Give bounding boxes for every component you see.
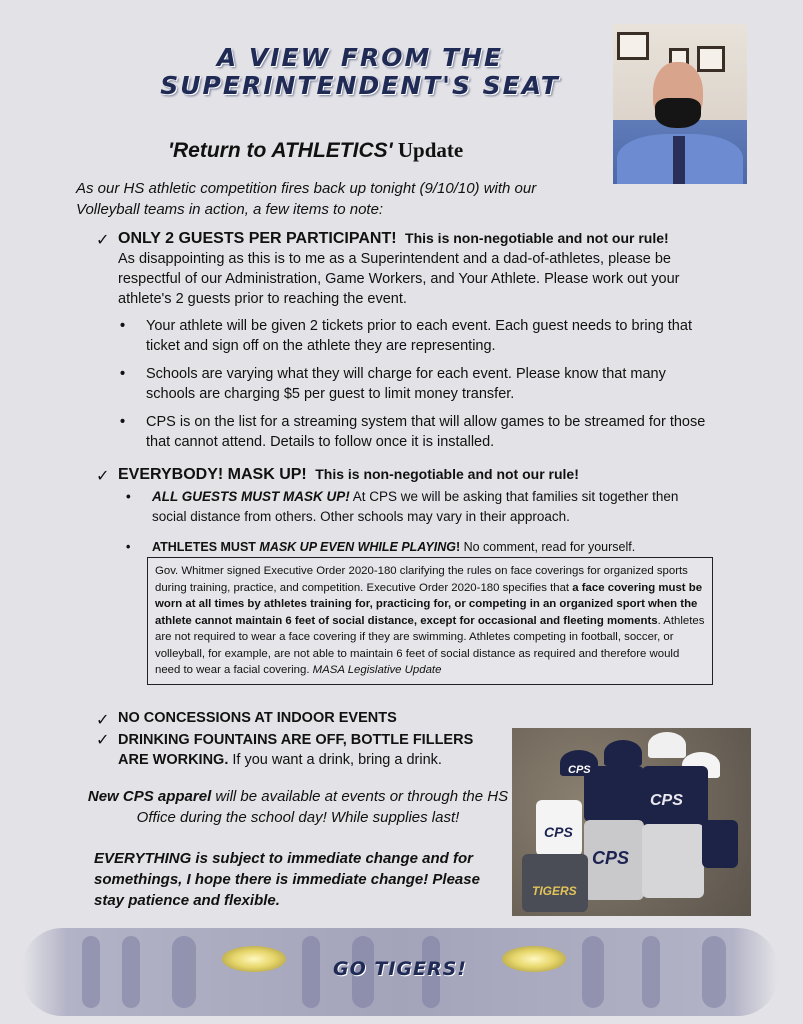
cap-shape xyxy=(648,732,686,758)
section-2-heading xyxy=(118,466,579,484)
apparel-label: CPS xyxy=(650,792,683,809)
update-heading-italic: 'Return to ATHLETICS' xyxy=(168,139,393,162)
fountains-bold: DRINKING FOUNTAINS ARE OFF, BOTTLE FILLERS ARE WORKING. xyxy=(118,732,474,768)
list-item xyxy=(120,537,700,557)
athletes-mask-bold-1: ATHLETES MUST xyxy=(152,540,260,554)
face-mask-shape xyxy=(655,98,701,128)
apparel-note-text: will be available at events or through the HS Office during the school day! While supplies last! xyxy=(136,788,509,826)
eo-bold-text: a face covering must be worn at all times by athletes training for, practicing for, or competing in an organized sport when the athlete cannot maintain 6 feet of social distance, except for occasional and fleeting moments xyxy=(155,581,703,627)
shirt-shape xyxy=(702,820,738,868)
wall-frame xyxy=(697,46,725,72)
intro-paragraph: As our HS athletic competition fires back up tonight (9/10/10) with our Volleyball teams in action, a few items to note: xyxy=(76,180,537,218)
update-heading xyxy=(168,138,463,163)
apparel-note xyxy=(78,786,518,828)
change-warning: EVERYTHING is subject to immediate change and for somethings, I hope there is immediate change! Please stay patience and flexible. xyxy=(94,850,480,909)
fountains-text: If you want a drink, bring a drink. xyxy=(228,752,442,768)
section-1-note: This is non-negotiable and not our rule! xyxy=(405,230,669,246)
athletes-mask-bold-3: ! xyxy=(455,540,461,554)
shirt-shape xyxy=(522,854,588,912)
guests-mask-bold: ALL GUESTS MUST MASK UP! xyxy=(152,489,350,504)
concessions-line: NO CONCESSIONS AT INDOOR EVENTS xyxy=(118,710,397,726)
apparel-label: CPS xyxy=(592,848,630,868)
executive-order-box xyxy=(147,557,713,685)
apparel-note-bold: New CPS apparel xyxy=(87,788,212,805)
fountains-line xyxy=(118,730,498,770)
guests-mask-text: At CPS we will be asking that families sit together then social distance from others. Other schools may vary in their approach. xyxy=(152,489,679,524)
athletes-mask-bold-2: MASK UP EVEN WHILE PLAYING xyxy=(259,540,456,554)
wall-frame xyxy=(617,32,649,60)
title-line-1: A VIEW FROM THE xyxy=(216,43,504,72)
section-1-body: As disappointing as this is to me as a Superintendent and a dad-of-athletes, please be respectful of our Administration, Game Workers, and Your Athlete. Please work out your athlete's 2 guests prior to reaching the event. xyxy=(118,251,680,307)
cap-shape xyxy=(604,740,642,766)
athletes-mask-text: No comment, read for yourself. xyxy=(460,540,636,554)
newsletter-title xyxy=(120,44,600,100)
go-tigers-banner xyxy=(22,928,778,1016)
eo-source: MASA Legislative Update xyxy=(312,664,442,676)
apparel-label: TIGERS xyxy=(532,884,577,898)
list-item: • Schools are varying what they will charge for each event. Please know that many schools are charging $5 per guest to limit money transfer. xyxy=(114,364,714,404)
apparel-photo xyxy=(512,728,751,916)
section-1-bullets xyxy=(114,316,714,460)
section-2-bullets xyxy=(120,487,700,565)
checkmark-icon: ✓ xyxy=(96,712,110,729)
section-1-heading xyxy=(118,230,669,248)
list-item xyxy=(120,487,700,527)
title-line-2: SUPERINTENDENT'S SEAT xyxy=(160,71,560,100)
section-2-note: This is non-negotiable and not our rule! xyxy=(315,466,579,482)
apparel-label: CPS xyxy=(544,824,573,840)
eo-text-2: . Athletes are not required to wear a face covering if they are swimming. Athletes competing in football, soccer, or volleyball, for example, are not able to maintain 6 feet of social distance as required and therefore would need to wear a facial covering. xyxy=(155,614,705,676)
shirt-shape xyxy=(584,766,644,822)
checkmark-icon: ✓ xyxy=(96,468,110,485)
section-1-title: ONLY 2 GUESTS PER PARTICIPANT! xyxy=(118,230,397,247)
section-2-title: EVERYBODY! MASK UP! xyxy=(118,466,307,483)
checkmark-icon: ✓ xyxy=(96,732,110,749)
apparel-label: CPS xyxy=(568,764,591,776)
superintendent-photo xyxy=(613,24,747,184)
list-item: • Your athlete will be given 2 tickets prior to each event. Each guest needs to bring that ticket and sign off on the athlete they are representing. xyxy=(114,316,714,356)
checkmark-icon: ✓ xyxy=(96,232,110,249)
go-tigers-slogan: GO TIGERS! xyxy=(333,958,467,980)
eo-text-1: Gov. Whitmer signed Executive Order 2020-180 clarifying the rules on face coverings for organized sports during training, practice, and competition. Executive Order 2020-180 specifies that xyxy=(155,565,688,594)
list-item: • CPS is on the list for a streaming system that will allow games to be streamed for those that cannot attend. Details to follow once it is installed. xyxy=(114,412,714,452)
update-heading-rest: Update xyxy=(392,138,464,162)
shirt-shape xyxy=(642,824,704,898)
tie-shape xyxy=(673,136,685,184)
